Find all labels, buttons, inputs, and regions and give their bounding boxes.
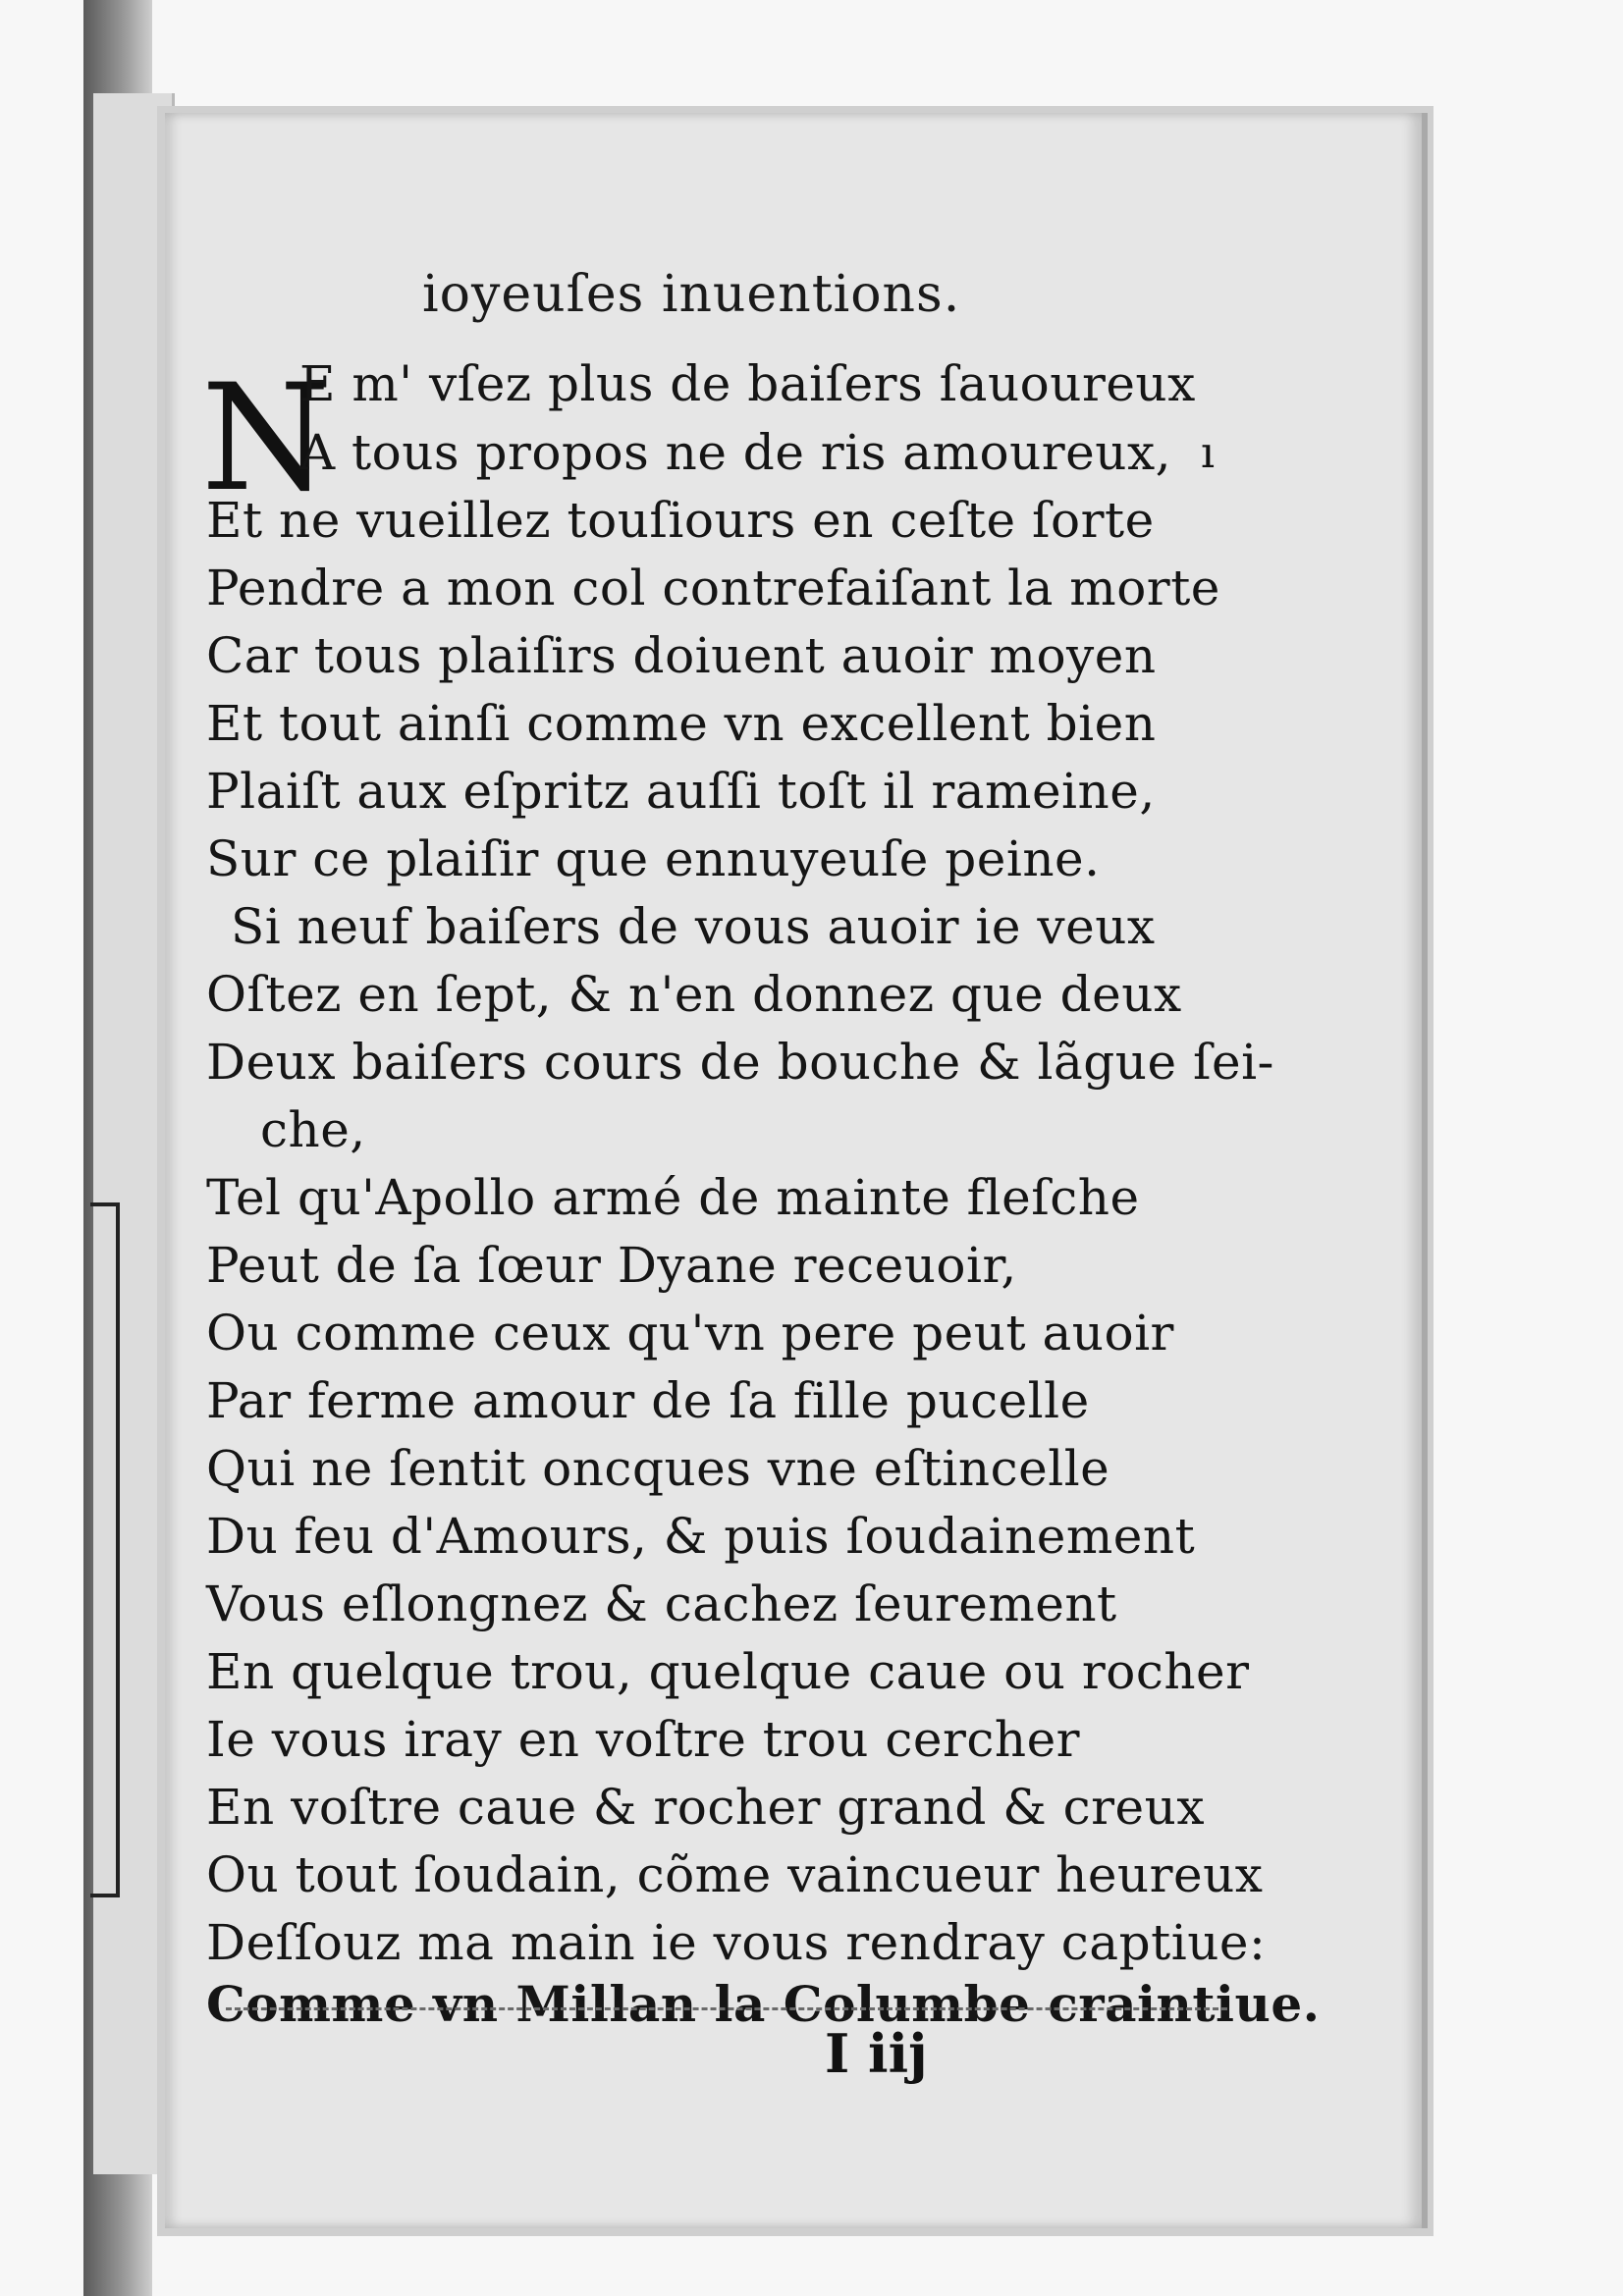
poem-line: Ou tout ſoudain, cõme vaincueur heureux [206,1846,1264,1903]
bottom-rule [226,2007,1227,2010]
poem-line: Deux baiſers cours de bouche & lãgue ſei- [206,1034,1274,1091]
poem-line: A tous propos ne de ris amoureux, [299,424,1172,481]
signature-mark: I iij [825,2022,928,2085]
poem-line: En quelque trou, quelque caue ou rocher [206,1643,1250,1700]
poem-line: Du feu d'Amours, & puis ſoudainement [206,1508,1196,1565]
poem-line: che, [260,1101,366,1158]
poem-line: Et ne vueillez touſiours en ceſte ſorte [206,492,1155,549]
poem-line: Comme vn Millan la Columbe craintiue. [206,1975,1321,2033]
poem-line: E m' vſez plus de baiſers ſauoureux [299,355,1196,412]
poem-line: Ie vous iray en voſtre trou cercher [206,1711,1081,1768]
margin-mark: ı [1201,428,1216,478]
poem-line: Ou comme ceux qu'vn pere peut auoir [206,1305,1174,1362]
poem-line: Sur ce plaiſir que ennuyeuſe peine. [206,830,1101,887]
poem-line: Oſtez en ſept, & n'en donnez que deux [206,966,1182,1023]
poem-line: Plaiſt aux eſpritz auſſi toſt il rameine, [206,763,1156,820]
drop-capital: N [201,353,331,524]
poem-line: Qui ne ſentit oncques vne eſtincelle [206,1440,1110,1497]
running-title: ioyeuſes inuentions. [422,265,961,324]
poem-line: Pendre a mon col contrefaiſant la morte [206,560,1220,616]
poem-line: Par ferme amour de ſa fille pucelle [206,1372,1090,1429]
poem-line: Si neuf baiſers de vous auoir ie veux [231,898,1156,955]
poem-line: Tel qu'Apollo armé de mainte fleſche [206,1169,1140,1226]
poem-line: Vous eſlongnez & cachez ſeurement [206,1575,1117,1632]
left-page-illustration-fragment [90,1202,120,1897]
poem-line: En voſtre caue & rocher grand & creux [206,1779,1206,1836]
poem-line: Et tout ainſi comme vn excellent bien [206,695,1157,752]
poem-line: Peut de ſa ſœur Dyane receuoir, [206,1237,1017,1294]
poem-line: Car tous plaiſirs doiuent auoir moyen [206,627,1157,684]
poem-line: Deſſouz ma main ie vous rendray captiue: [206,1914,1267,1971]
